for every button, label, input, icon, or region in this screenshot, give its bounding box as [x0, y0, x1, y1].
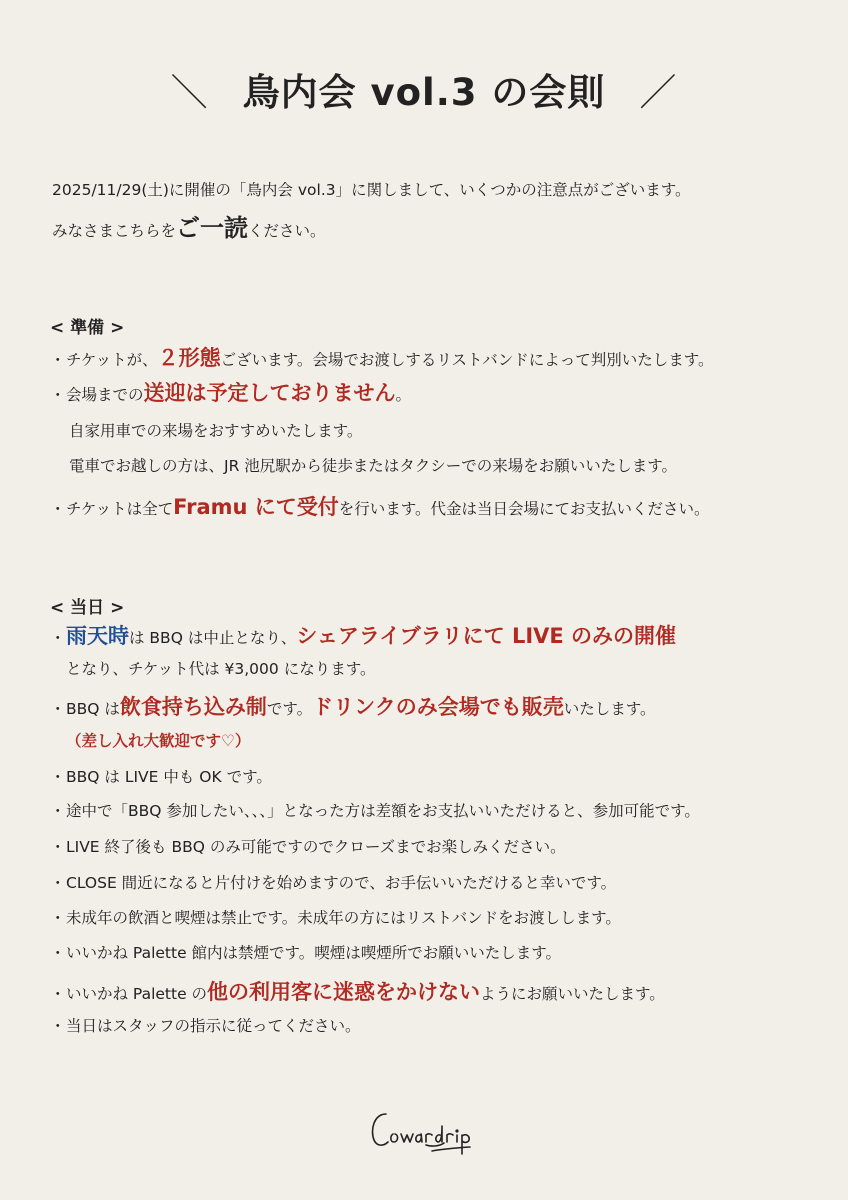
day-bbq-sub: （差し入れ大歓迎です♡） — [66, 732, 251, 750]
day-item-7-text: 未成年の飲酒と喫煙は禁止です。未成年の方にはリストバンドをお渡しします。 — [66, 909, 621, 927]
day-item-8 — [50, 941, 561, 963]
bullet-glyph: ・ — [50, 386, 66, 404]
page-title — [0, 62, 848, 116]
day-rain-sub: となり、チケット代は ¥3,000 になります。 — [66, 660, 376, 678]
day-item-6 — [50, 871, 616, 893]
bullet-glyph: ・ — [50, 768, 66, 786]
intro-line-2 — [52, 208, 326, 243]
prep-item-payment-text-a: チケットは全て — [66, 500, 174, 518]
prep-item-tickets — [50, 342, 714, 372]
intro-text-a: みなさまこちらを — [52, 222, 177, 240]
bullet-glyph: ・ — [50, 909, 66, 927]
day-item-rain-highlight-blue: 雨天時 — [66, 624, 129, 648]
bullet-glyph: ・ — [50, 802, 66, 820]
day-item-10 — [50, 1014, 361, 1036]
bullet-glyph: ・ — [50, 700, 66, 718]
day-item-5-text: LIVE 終了後も BBQ のみ可能ですのでクローズまでお楽しみください。 — [66, 838, 566, 856]
prep-item-tickets-text-b: ございます。会場でお渡しするリストバンドによって判別いたします。 — [220, 351, 714, 369]
title-right-slash: ／ — [639, 71, 678, 114]
day-item-9-highlight: 他の利用客に迷惑をかけない — [207, 980, 481, 1004]
day-item-8-text: いいかね Palette 館内は禁煙です。喫煙は喫煙所でお願いいたします。 — [66, 944, 562, 962]
day-item-3-text: BBQ は LIVE 中も OK です。 — [66, 768, 272, 786]
day-item-9 — [50, 976, 665, 1006]
bullet-glyph: ・ — [50, 629, 66, 647]
prep-heading: < 準備 > — [50, 318, 125, 338]
day-item-4-text: 途中で「BBQ 参加したい、、、」となった方は差額をお支払いいただけると、参加可能です。 — [66, 802, 700, 820]
prep-item-payment-highlight: Framu にて受付 — [173, 495, 339, 519]
day-item-bbq-rules — [50, 691, 656, 721]
prep-item-transport-text-b: 。 — [395, 386, 412, 404]
intro-emphasis: ご一読 — [176, 214, 249, 242]
prep-transport-sub-2: 電車でお越しの方は、JR 池尻駅から徒歩またはタクシーでの来場をお願いいたします。 — [69, 457, 678, 475]
day-item-10-text: 当日はスタッフの指示に従ってください。 — [66, 1017, 361, 1035]
bullet-glyph: ・ — [50, 351, 66, 369]
day-item-rain-text-a: は BBQ は中止となり、 — [129, 629, 297, 647]
bullet-glyph: ・ — [50, 874, 66, 892]
intro-line-1: 2025/11/29(土)に開催の「鳥内会 vol.3」に関しまして、いくつかの注意点がございます。 — [52, 181, 691, 199]
day-item-4 — [50, 799, 700, 821]
bullet-glyph: ・ — [50, 1017, 66, 1035]
day-heading: < 当日 > — [50, 598, 125, 618]
day-item-9-text-a: いいかね Palette の — [66, 985, 208, 1003]
prep-item-payment — [50, 491, 710, 521]
prep-item-tickets-text-a: チケットが、 — [66, 351, 158, 369]
bullet-glyph: ・ — [50, 500, 66, 518]
day-item-bbq-text-c: いたします。 — [563, 700, 656, 718]
intro-text-b: ください。 — [248, 222, 326, 240]
bullet-glyph: ・ — [50, 985, 66, 1003]
prep-item-payment-text-b: を行います。代金は当日会場にてお支払いください。 — [338, 500, 710, 518]
day-item-rain-highlight-red: シェアライブラリにて LIVE のみの開催 — [296, 624, 677, 648]
day-item-6-text: CLOSE 間近になると片付けを始めますので、お手伝いいただけると幸いです。 — [66, 874, 617, 892]
day-item-rain — [50, 620, 676, 650]
prep-item-transport-highlight: 送迎は予定しておりません — [143, 381, 396, 405]
prep-item-tickets-highlight: ２形態 — [157, 346, 221, 370]
day-item-bbq-highlight-1: 飲食持ち込み制 — [119, 695, 267, 719]
day-item-bbq-text-a: BBQ は — [66, 700, 120, 718]
title-left-slash: ＼ — [170, 71, 209, 114]
title-text: 鳥内会 vol.3 の会則 — [242, 71, 606, 114]
day-item-bbq-text-b: です。 — [266, 700, 313, 718]
day-item-9-text-b: ようにお願いいたします。 — [480, 985, 665, 1003]
prep-item-transport — [50, 377, 411, 407]
bullet-glyph: ・ — [50, 838, 66, 856]
day-item-7 — [50, 906, 621, 928]
day-item-3 — [50, 765, 272, 787]
prep-transport-sub-1: 自家用車での来場をおすすめいたします。 — [69, 422, 363, 440]
prep-item-transport-text-a: 会場までの — [66, 386, 144, 404]
day-item-5 — [50, 835, 566, 857]
bullet-glyph: ・ — [50, 944, 66, 962]
day-item-bbq-highlight-2: ドリンクのみ会場でも販売 — [312, 695, 564, 719]
cowardrip-logo — [366, 1104, 482, 1166]
